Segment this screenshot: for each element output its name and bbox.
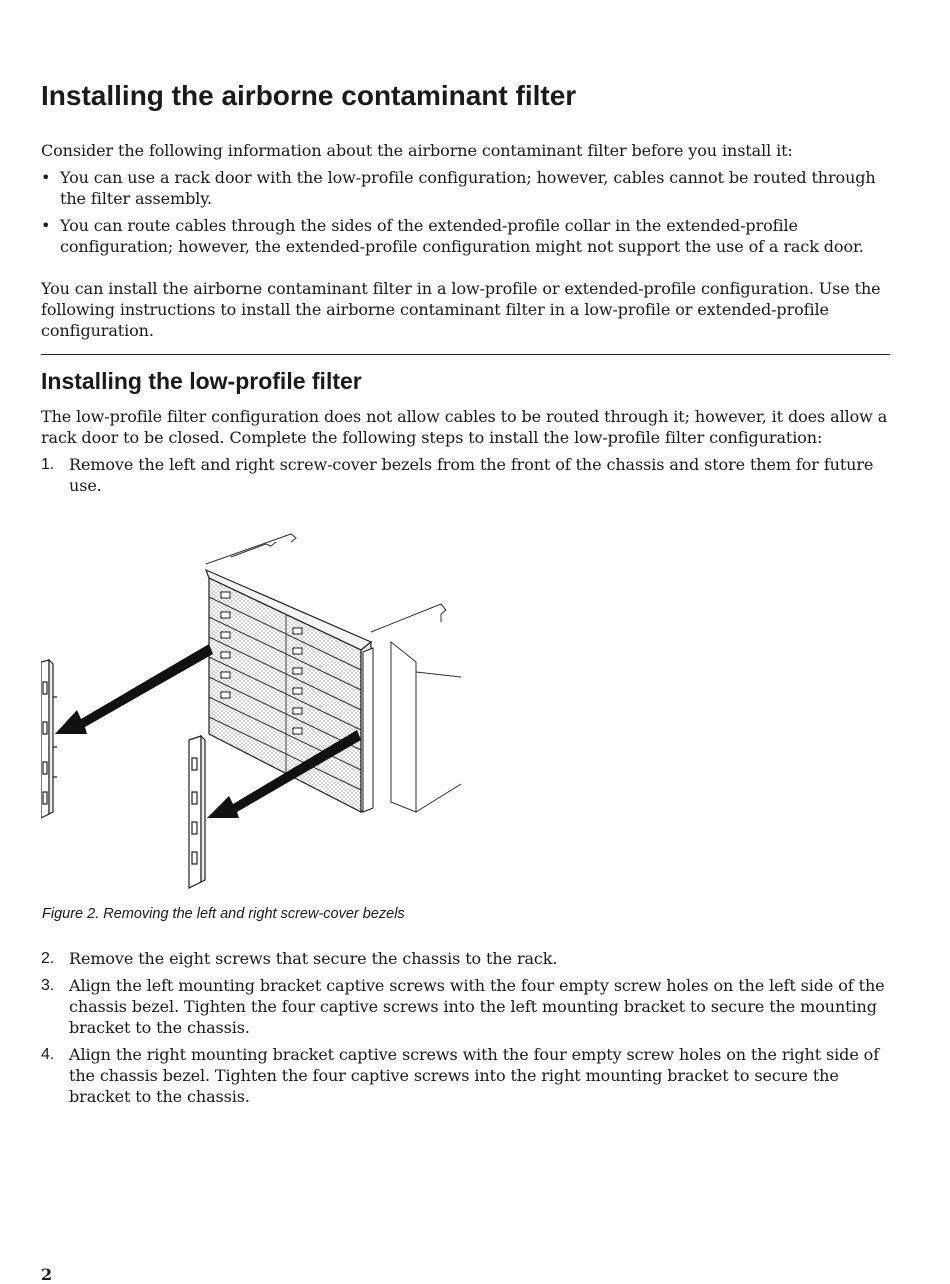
step-item-2 — [41, 948, 890, 969]
step-text: Remove the eight screws that secure the chassis to the rack. — [69, 949, 558, 968]
step-list-continued — [41, 948, 890, 1113]
intro-paragraph: You can install the airborne contaminant filter in a low-profile or extended-profile configuration. Use the following instructions to install the airborne contaminant filter in a low-profile or extended-profile configuration. — [41, 279, 881, 340]
figure-caption: Figure 2. Removing the left and right screw-cover bezels — [42, 906, 405, 922]
step-text: Align the right mounting bracket captive screws with the four empty screw holes on the right side of the chassis bezel. Tighten the four captive screws into the right mounting bracket to secure the bracket to the chassis. — [69, 1045, 880, 1106]
right-bezel — [189, 736, 205, 888]
step-number: 4. — [41, 1046, 55, 1063]
right-rail — [363, 648, 373, 812]
intro-block — [41, 140, 890, 263]
step-number: 3. — [41, 977, 55, 994]
step-list — [41, 454, 890, 496]
bezel-removal-illustration — [41, 522, 461, 892]
bullet-mark: • — [41, 216, 51, 235]
section-divider — [41, 354, 890, 355]
left-arrow — [55, 644, 213, 734]
left-bezel — [41, 660, 57, 818]
step-text: Align the left mounting bracket captive screws with the four empty screw holes on the left side of the chassis bezel. Tighten the four captive screws into the left mounting bracket to secure the mounting bracket to the chassis. — [69, 976, 885, 1037]
step-text: Remove the left and right screw-cover bezels from the front of the chassis and store them for future use. — [69, 455, 874, 495]
bullet-text: You can route cables through the sides of the extended-profile collar in the extended-profile configuration; however, the extended-profile configuration might not support the use of a rack door. — [60, 216, 864, 256]
list-item — [41, 167, 890, 209]
intro-bullet-list — [41, 167, 890, 257]
step-number: 2. — [41, 950, 55, 967]
step-item-1 — [41, 454, 890, 496]
bullet-text: You can use a rack door with the low-profile configuration; however, cables cannot be routed through the filter assembly. — [60, 168, 876, 208]
intro-lead: Consider the following information about the airborne contaminant filter before you install it: — [41, 141, 793, 160]
section-heading: Installing the low-profile filter — [41, 368, 362, 394]
page-title: Installing the airborne contaminant filter — [41, 80, 577, 111]
chassis-diagram — [41, 522, 461, 892]
bullet-mark: • — [41, 168, 51, 187]
step-item-3 — [41, 975, 890, 1038]
list-item — [41, 215, 890, 257]
page-number: 2 — [41, 1265, 53, 1284]
step-number: 1. — [41, 456, 55, 473]
step-item-4 — [41, 1044, 890, 1107]
section-body — [41, 406, 890, 502]
section-lead: The low-profile filter configuration does not allow cables to be routed through it; however, it does allow a rack door to be closed. Complete the following steps to install the low-profile filter configuration: — [41, 407, 888, 447]
